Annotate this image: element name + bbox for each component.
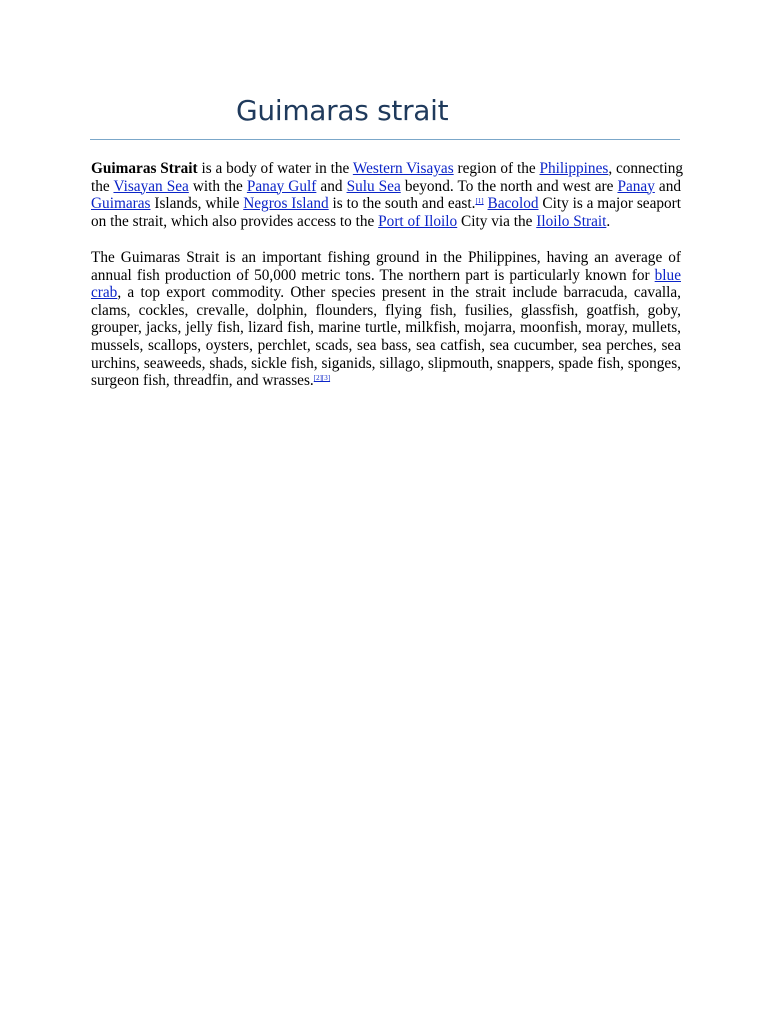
link-iloilo-strait[interactable]: Iloilo Strait [536,212,607,230]
text-run: Islands, while [150,195,244,213]
link-western-visayas[interactable]: Western Visayas [352,160,454,177]
text-run: City is a major seaport [538,195,682,213]
text-run: with the [188,177,247,195]
text-run: beyond. To the north and west are [400,177,618,195]
link-negros-island[interactable]: Negros Island [243,195,329,213]
text-run: and [316,177,347,195]
text-run: region of the [453,160,540,177]
link-philippines[interactable]: Philippines [539,160,609,177]
paragraph-fishing [91,249,681,390]
link-guimaras[interactable]: Guimaras [91,195,151,213]
link-sulu-sea[interactable]: Sulu Sea [346,177,401,195]
reference-1[interactable]: [1] [475,197,484,206]
text-line [91,284,681,302]
text-run: is a body of water in the [197,160,353,177]
paragraph-intro [91,160,684,230]
text-run: surgeon fish, threadfin, and wrasses. [91,372,314,390]
text-line [91,195,681,213]
link-blue-crab-part1[interactable]: blue [654,266,681,284]
text-line: clams, cockles, crevalle, dolphin, flounders, flying fish, fusilies, glassfish, goatfish, goby, [91,301,681,319]
text-line: The Guimaras Strait is an important fishing ground in the Philippines, having an average of [91,249,681,266]
text-run: annual fish production of 50,000 metric tons. The northern part is particularly known for [91,266,655,284]
link-panay[interactable]: Panay [617,177,655,195]
link-bacolod[interactable]: Bacolod [487,195,539,213]
text-run: . [606,212,611,230]
title-divider [90,139,680,140]
link-blue-crab-part2[interactable]: crab [91,284,118,302]
text-run: is to the south and east. [328,195,476,213]
text-line [91,267,681,285]
reference-2-3[interactable]: [2][3] [313,374,331,383]
text-run: City via the [457,212,537,230]
text-line [91,213,681,231]
text-run: on the strait, which also provides access to the [91,212,379,230]
link-visayan-sea[interactable]: Visayan Sea [113,177,189,195]
text-run: , connecting [608,160,684,177]
text-line: urchins, seaweeds, shads, sickle fish, siganids, sillago, slipmouth, snappers, spade fish, sponges, [91,354,681,372]
text-line [91,178,681,196]
link-port-of-iloilo[interactable]: Port of Iloilo [378,212,458,230]
page-title: Guimaras strait [236,94,449,127]
link-panay-gulf[interactable]: Panay Gulf [246,177,317,195]
text-run: , a top export commodity. Other species present in the strait include barracuda, cavalla, [117,284,681,302]
bold-term: Guimaras Strait [91,160,198,177]
text-line [91,372,681,390]
text-run: the [91,177,114,195]
text-line: grouper, jacks, jelly fish, lizard fish, marine turtle, milkfish, mojarra, moonfish, moray, mullets, [91,319,681,337]
text-run: and [654,177,681,195]
text-line: mussels, scallops, oysters, perchlet, scads, sea bass, sea catfish, sea cucumber, sea perches, sea [91,336,681,354]
text-line [91,160,684,178]
